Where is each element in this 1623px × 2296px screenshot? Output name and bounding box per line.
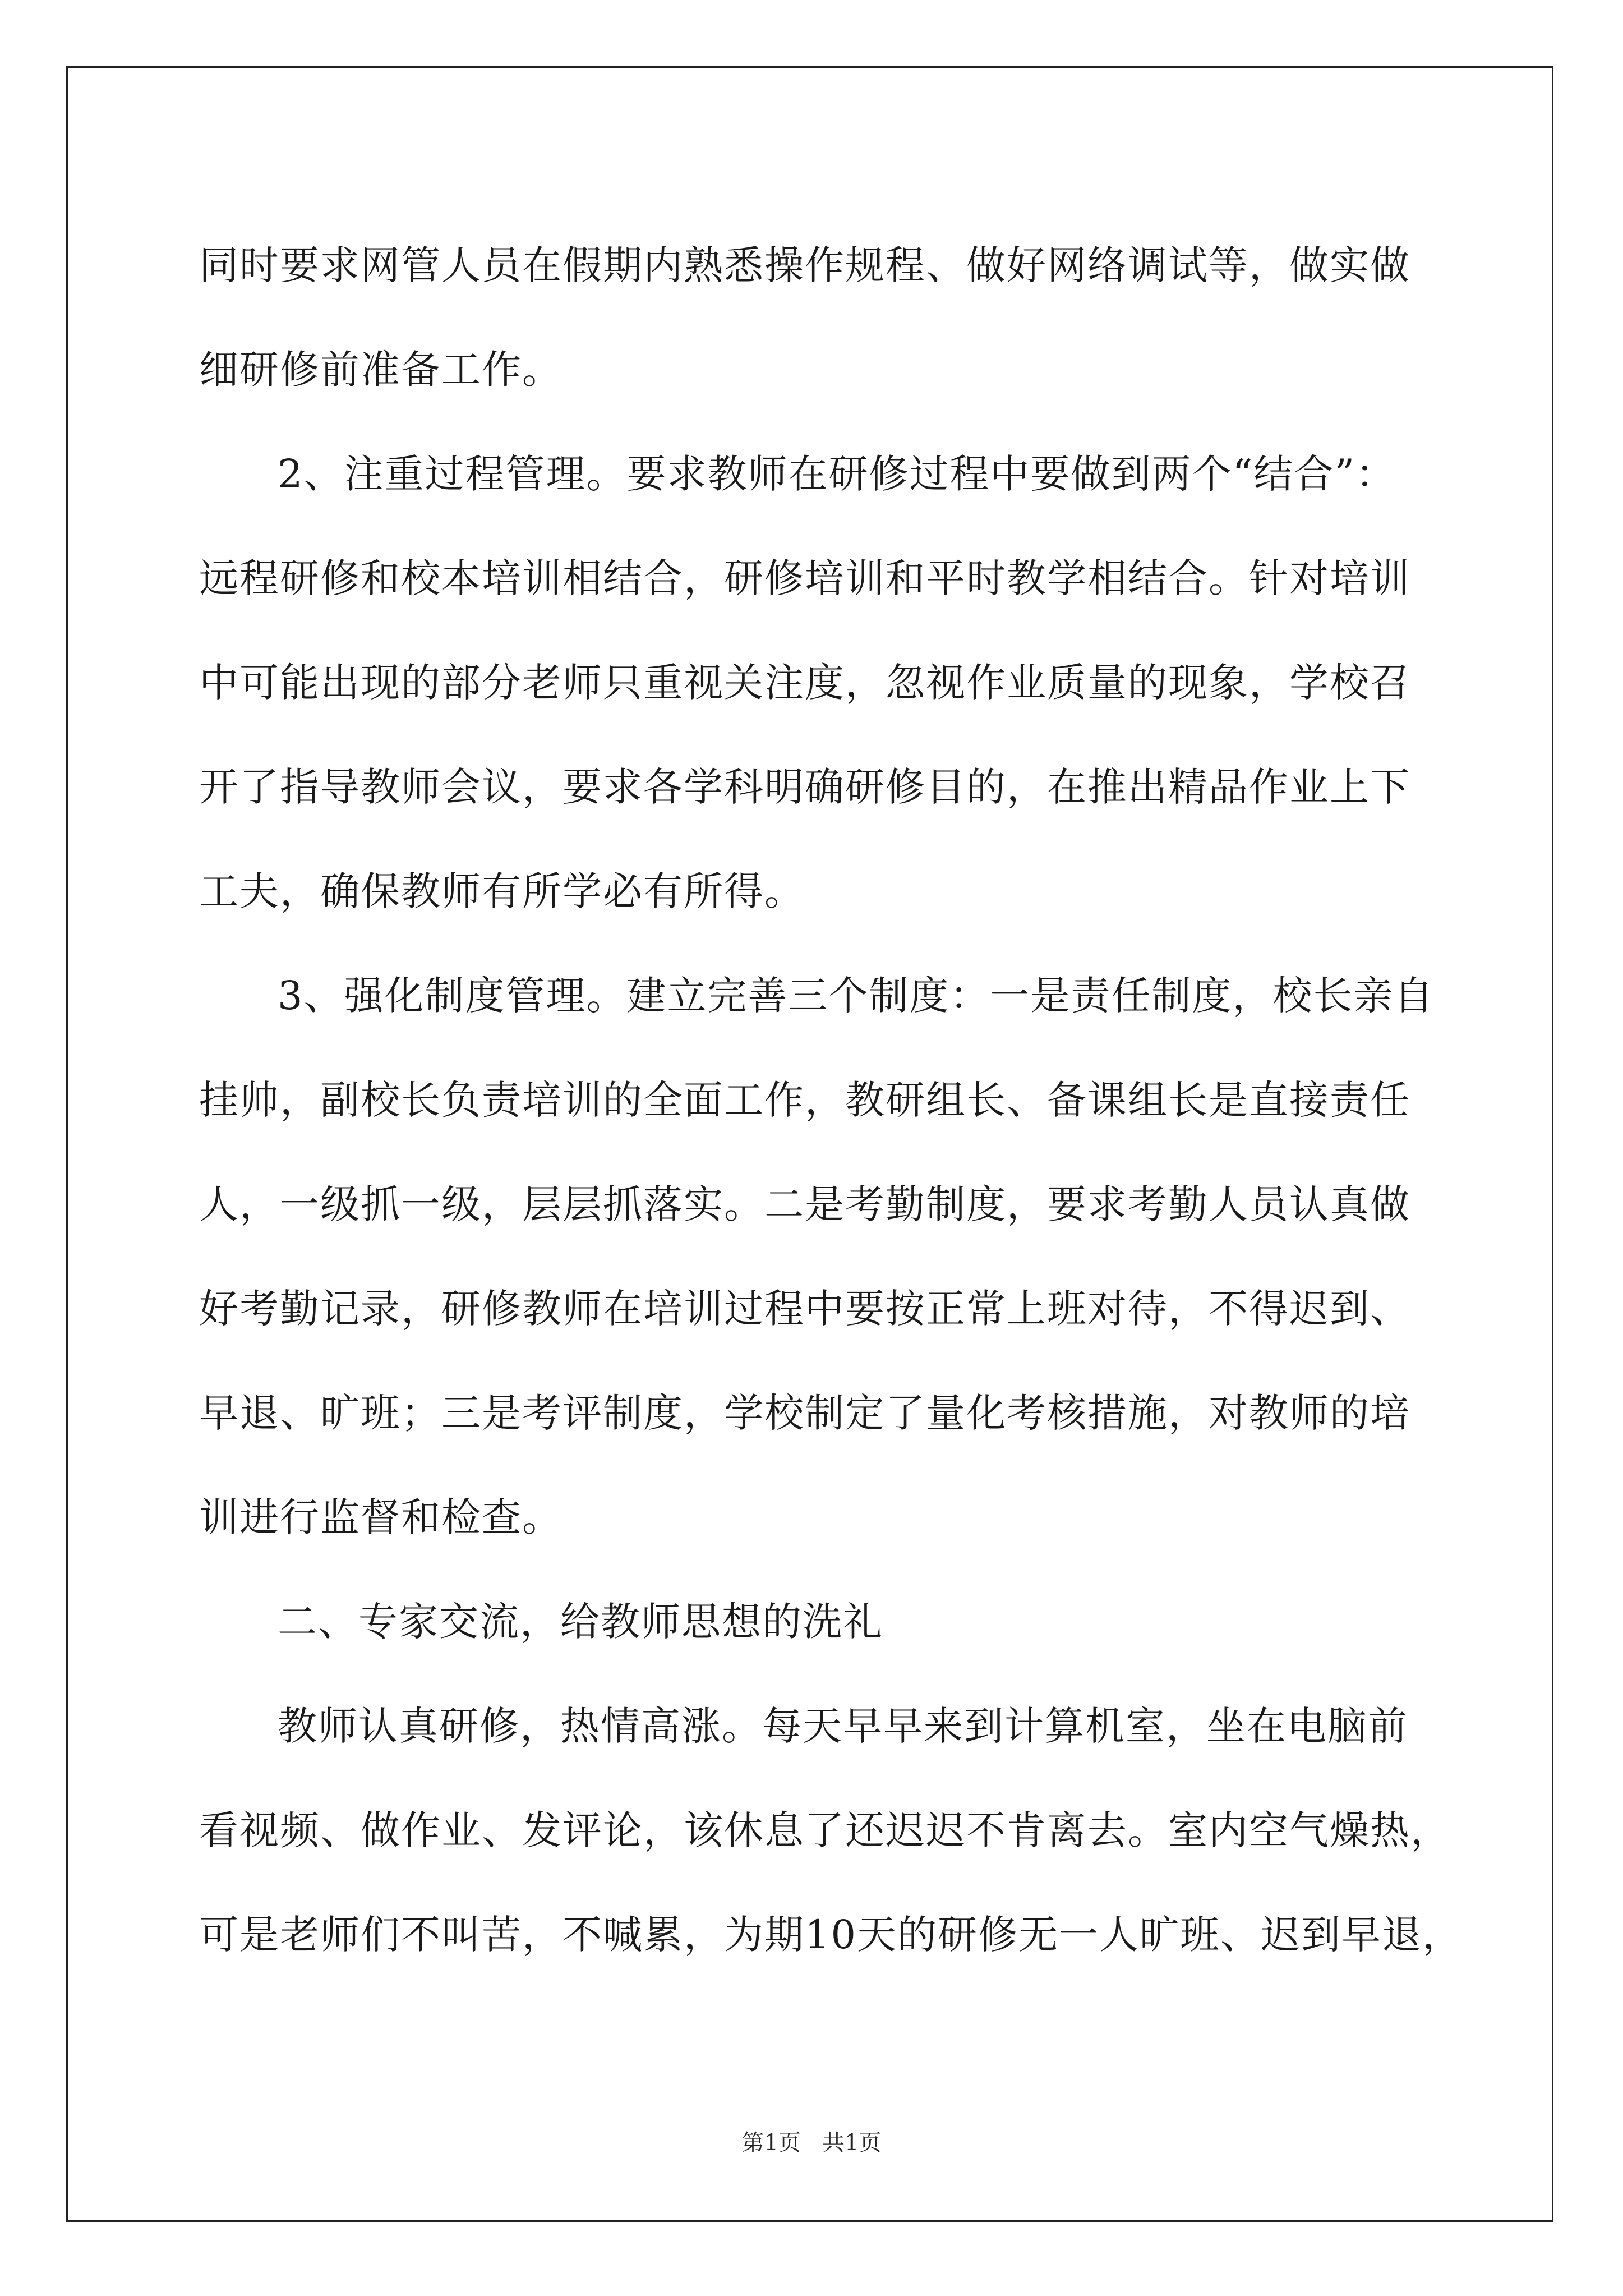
text-line: 中可能出现的部分老师只重视关注度，忽视作业质量的现象，学校召 [199,660,1410,706]
text-line: 看视频、做作业、发评论，该休息了还迟迟不肯离去。室内空气燥热， [199,1807,1451,1853]
document-body [199,213,1463,1987]
paragraph-start: 教师认真研修，热情高涨。每天早早来到计算机室，坐在电脑前 [278,1703,1408,1749]
text-line: 远程研修和校本培训相结合，研修培训和平时教学相结合。针对培训 [199,555,1410,601]
text-line: 工夫，确保教师有所学必有所得。 [199,868,805,914]
paragraph-start: 2、注重过程管理。要求教师在研修过程中要做到两个“结合”： [278,451,1396,497]
text-line: 好考勤记录，研修教师在培训过程中要按正常上班对待，不得迟到、 [199,1286,1410,1332]
page-footer: 第1页 共1页 [741,2130,882,2156]
text-line: 同时要求网管人员在假期内熟悉操作规程、做好网络调试等，做实做 [199,242,1410,288]
paragraph-start: 3、强化制度管理。建立完善三个制度：一是责任制度，校长亲自 [278,973,1435,1019]
text-line: 细研修前准备工作。 [199,347,562,393]
text-line: 早退、旷班；三是考评制度，学校制定了量化考核措施，对教师的培 [199,1390,1410,1436]
text-line: 可是老师们不叫苦，不喊累，为期10天的研修无一人旷班、迟到早退， [199,1912,1463,1958]
text-line: 人，一级抓一级，层层抓落实。二是考勤制度，要求考勤人员认真做 [199,1181,1410,1227]
text-line: 开了指导教师会议，要求各学科明确研修目的，在推出精品作业上下 [199,764,1410,810]
section-heading: 二、专家交流，给教师思想的洗礼 [278,1599,883,1645]
text-line: 训进行监督和检查。 [199,1494,562,1540]
text-line: 挂帅，副校长负责培训的全面工作，教研组长、备课组长是直接责任 [199,1077,1410,1123]
